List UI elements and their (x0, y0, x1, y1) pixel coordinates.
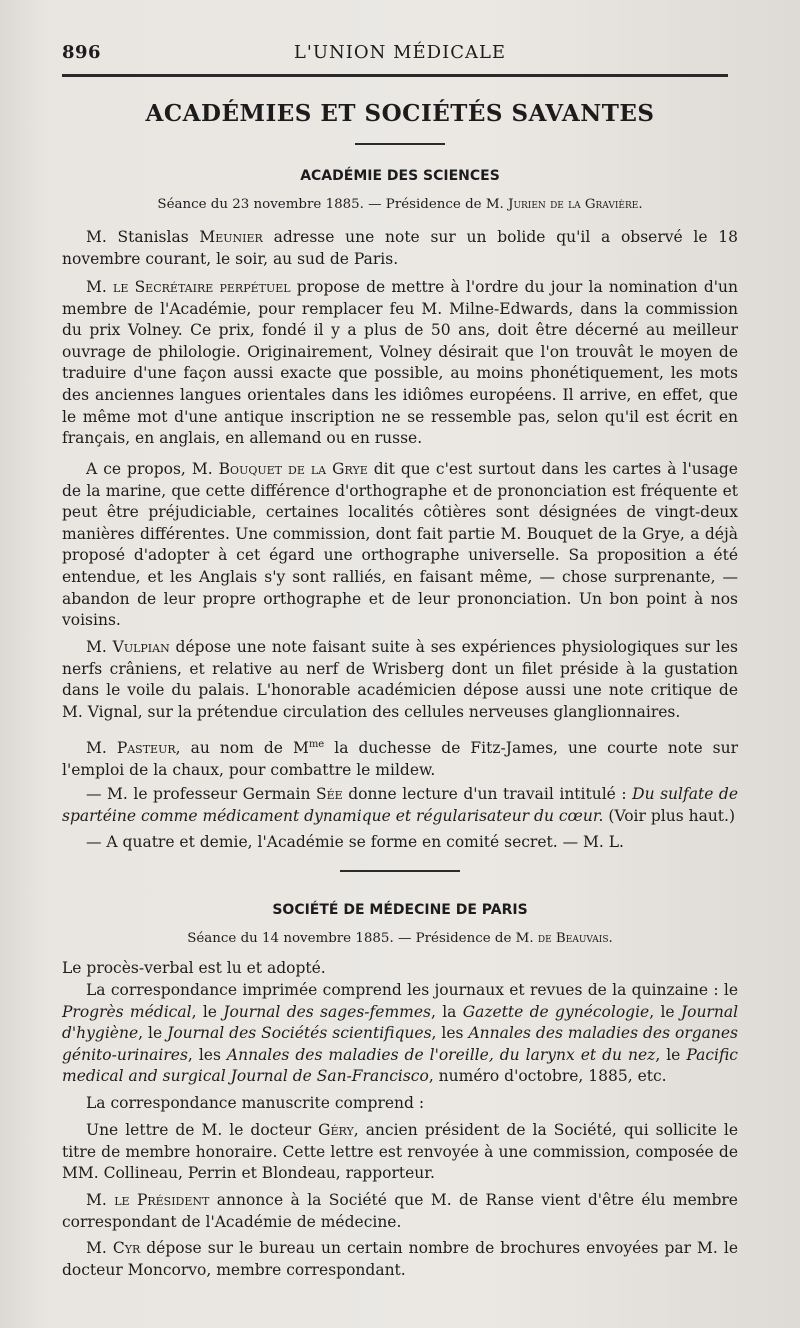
journal-name: Gazette de gynécologie (462, 1002, 650, 1021)
text: A ce propos, M. (86, 460, 219, 478)
text: dépose sur le bureau un certain nombre de brochures envoyées par M. le docteur Moncorvo, membre correspondant. (62, 1239, 738, 1279)
text: M. (86, 638, 113, 656)
paragraph-bouquet (62, 459, 738, 632)
text: annonce à la Société que M. de Ranse vient d'être élu membre correspondant de l'Académie de médecine. (62, 1191, 738, 1231)
person-name: Meunier (199, 228, 263, 246)
text: adresse une note sur un bolide qu'il a observé le 18 novembre courant, le soir, au sud de Paris. (62, 228, 738, 268)
text: , au nom de M (175, 739, 309, 758)
paragraph-pasteur (62, 734, 738, 781)
seance-president: de Beauvais. (537, 931, 613, 946)
text: M. (86, 278, 114, 296)
text: M. (86, 1239, 113, 1257)
text: M. (86, 739, 117, 758)
text: , le (191, 1002, 224, 1021)
paragraph-vulpian (62, 637, 738, 723)
text: propose de mettre à l'ordre du jour la nomination d'un membre de l'Académie, pour remplacer feu M. Milne-Edwards, dans la commission du prix Volney. Ce prix, fondé il y a plus de 50 ans, doit être décerné au meilleur ouvrage de philologie. Originairement, Volney désirait que l'on trouvât le moyen de traduire d'une façon aussi exacte que possible, au moins phonétiquement, les mots des anciennes langues orientales dans les idiômes européens. Il arrive, en effet, que le même mot d'une antique inscription ne se ressemble pas, selon qu'il est écrit en français, en anglais, en allemand ou en russe. (62, 278, 738, 448)
paragraph-gery (62, 1120, 738, 1185)
page-number: 896 (62, 42, 102, 63)
paragraph-president (62, 1190, 738, 1233)
seance-line-academie (62, 197, 738, 212)
text: M. Stanislas (86, 228, 200, 246)
work-title: Du sulfate de spartéine comme médicament dynamique et régularisateur du cœur. (62, 785, 739, 825)
title-rule (355, 143, 445, 145)
superscript: me (308, 739, 325, 750)
person-name: Vulpian (112, 638, 170, 656)
running-header (62, 40, 738, 66)
paragraph-correspondance-manuscrite: La correspondance manuscrite comprend : (86, 1094, 425, 1112)
text: , le (655, 1045, 687, 1064)
text: , les (187, 1045, 227, 1064)
seance-line-societe (62, 931, 738, 946)
person-name: le Président (114, 1191, 210, 1209)
text: , la (430, 1002, 463, 1021)
text: la duchesse de Fitz-James, une courte note sur l'emploi de la chaux, pour combattre le mildew. (62, 739, 738, 779)
section-heading-societe: SOCIÉTÉ DE MÉDECINE DE PARIS (272, 902, 528, 918)
journal-title: L'UNION MÉDICALE (293, 42, 507, 63)
person-name: Sée (316, 785, 343, 803)
paragraph-see (62, 784, 738, 827)
section-heading-academie: ACADÉMIE DES SCIENCES (300, 168, 500, 184)
journal-name: Journal des Sociétés scientifiques (167, 1024, 432, 1043)
section-divider (340, 870, 460, 872)
text: M. (86, 1191, 115, 1209)
paragraph-meunier (62, 227, 738, 270)
text: , les (431, 1024, 469, 1043)
person-name: Cyr (112, 1239, 141, 1257)
text: , ancien président de la Société, qui sollicite le titre de membre honoraire. Cette lettre est renvoyée à une commission, composée de MM. Collineau, Perrin et Blondeau, rapporteur. (62, 1121, 739, 1183)
page-title: ACADÉMIES ET SOCIÉTÉS SAVANTES (145, 100, 655, 127)
text: , numéro d'octobre, 1885, etc. (428, 1067, 667, 1086)
person-name: Géry (318, 1121, 354, 1139)
journal-name: Annales des maladies des organes génito-urinaires (62, 1024, 739, 1064)
text: Une lettre de M. le docteur (86, 1121, 319, 1139)
person-name: le Secrétaire perpétuel (113, 278, 291, 296)
journal-name: Journal d'hygiène (62, 1002, 739, 1043)
text: — M. le professeur Germain (86, 785, 317, 803)
paragraph-cyr (62, 1238, 738, 1281)
seance-president: Jurien de la Gravière. (508, 197, 643, 212)
text: , le (649, 1002, 681, 1021)
text: (Voir plus haut.) (603, 806, 736, 825)
journal-name: Journal des sages-femmes (223, 1002, 431, 1021)
journal-name: Annales des maladies de l'oreille, du larynx et du nez (226, 1045, 656, 1064)
seance-text: Séance du 23 novembre 1885. — Présidence de M. (157, 197, 509, 212)
seance-text: Séance du 14 novembre 1885. — Présidence de M. (187, 931, 538, 946)
person-name: Bouquet de la Grye (218, 460, 368, 478)
text: dépose une note faisant suite à ses expériences physiologiques sur les nerfs crâniens, et relative au nerf de Wrisberg dont un filet préside à la gustation dans le voile du palais. L'honorable académicien dépose aussi une note critique de M. Vignal, sur la prétendue circulation des cellules nerveuses glanglionnaires. (62, 638, 738, 721)
text: donne lecture d'un travail intitulé : (342, 785, 633, 803)
text: , le (138, 1024, 168, 1043)
text: La correspondance imprimée comprend les journaux et revues de la quinzaine : le (86, 981, 738, 999)
paragraph-correspondance-imprimee (62, 980, 738, 1088)
paragraph-secretaire (62, 277, 738, 450)
paragraph-proces-verbal: Le procès-verbal est lu et adopté. (62, 959, 326, 977)
person-name: Pasteur (116, 739, 176, 758)
header-rule (62, 74, 728, 77)
text: dit que c'est surtout dans les cartes à l'usage de la marine, que cette différence d'orthographe et de prononciation est fréquente et peut être préjudiciable, certaines localités côtières sont désignées de vingt-deux manières différentes. Une commission, dont fait partie M. Bouquet de la Grye, a déjà proposé d'adopter à cet égard une orthographe universelle. Sa proposition a été entendue, et les Anglais s'y sont ralliés, en faisant même, — chose surprenante, — abandon de leur propre orthographe et de leur prononciation. Un bon point à nos voisins. (62, 460, 738, 630)
journal-name: Pacific medical and surgical Journal de San-Francisco (62, 1045, 738, 1086)
paragraph-comite: — A quatre et demie, l'Académie se forme en comité secret. — M. L. (86, 833, 624, 851)
journal-name: Progrès médical (62, 1002, 192, 1021)
